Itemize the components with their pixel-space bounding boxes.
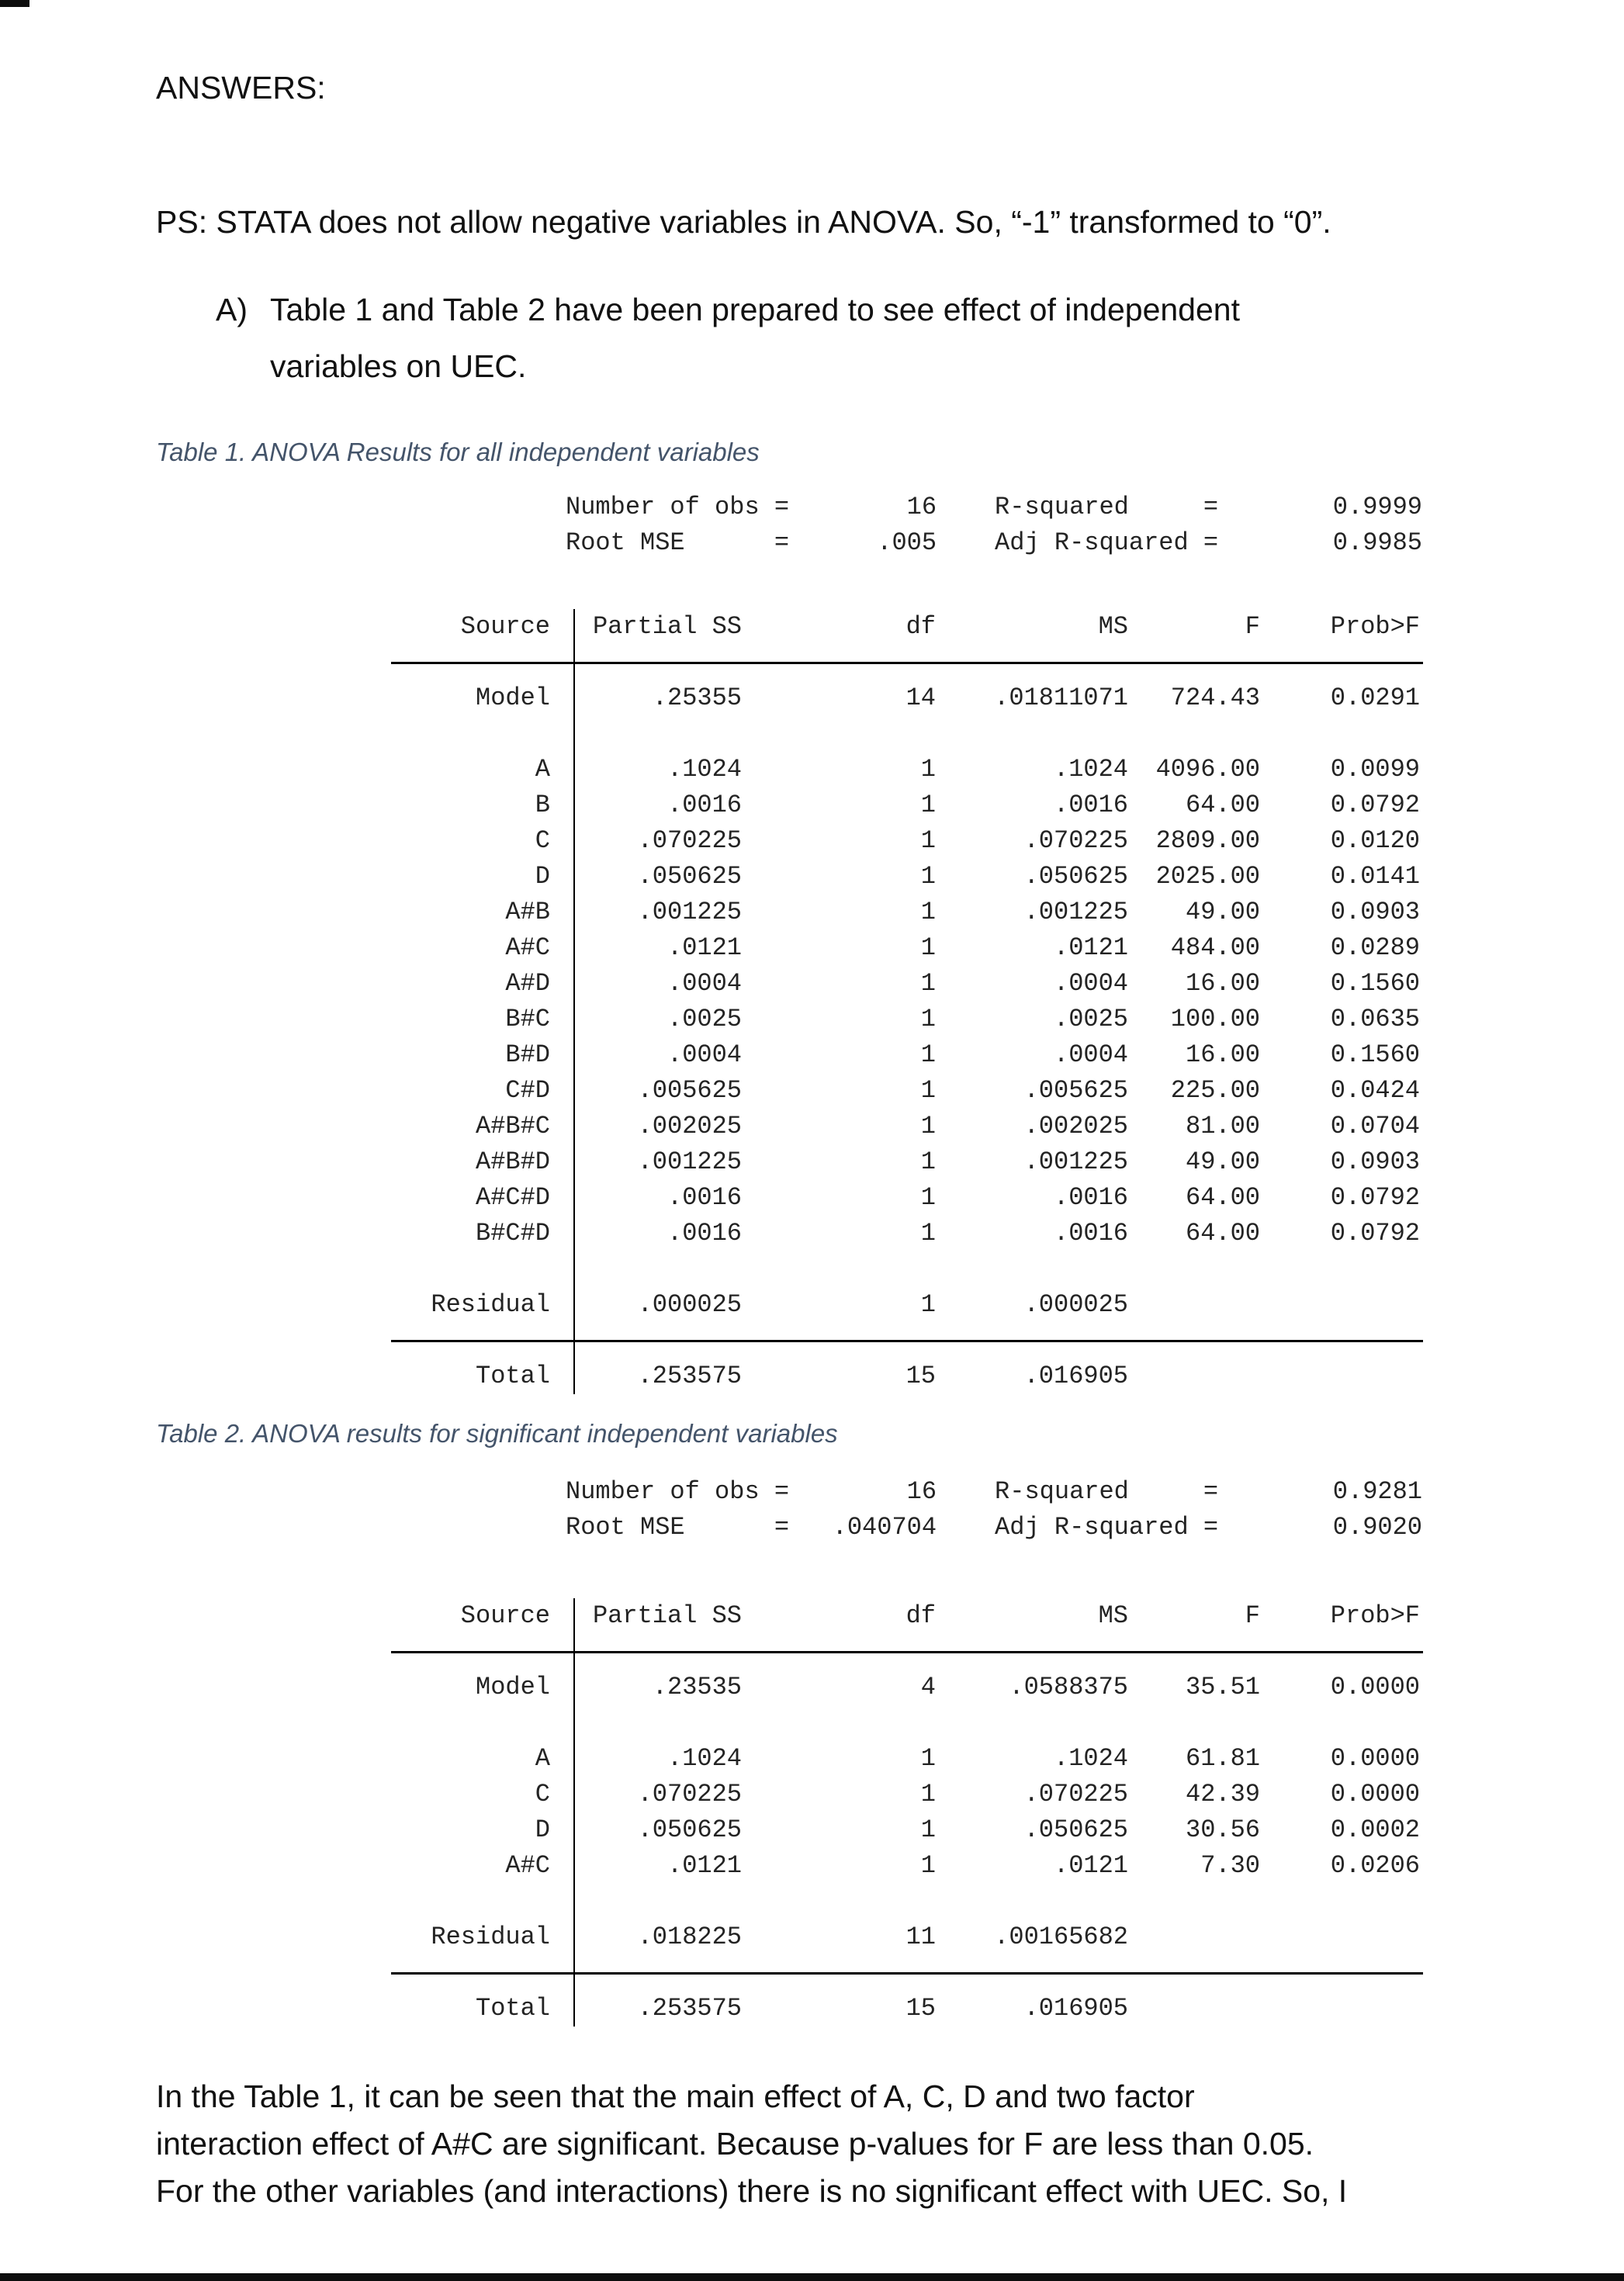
cell-ms: .050625 <box>1023 1815 1128 1844</box>
paragraph-line: Table 1 and Table 2 have been prepared to see effect of independent <box>270 292 1240 327</box>
cell-df: 1 <box>920 933 936 962</box>
adj-rsquared-value: 0.9020 <box>1332 1513 1422 1542</box>
rsquared-label: R-squared = <box>995 1477 1219 1506</box>
cell-ss: .0016 <box>667 1183 742 1212</box>
list-item-a-marker: A) <box>216 292 248 327</box>
stats-gap <box>937 490 995 525</box>
cell-p: 0.0704 <box>1330 1112 1420 1140</box>
table1-stats <box>566 490 1422 561</box>
table-row <box>391 1109 1423 1144</box>
cell-ms: .0016 <box>1053 791 1128 819</box>
cell-ms: .1024 <box>1053 755 1128 784</box>
cell-ss: .050625 <box>637 1815 742 1844</box>
cell-p: 0.0141 <box>1330 862 1420 891</box>
table-row <box>391 787 1423 823</box>
cell-df: 1 <box>920 862 936 891</box>
stats-gap <box>937 1474 995 1510</box>
table-row <box>391 966 1423 1002</box>
cell-f <box>1128 1287 1260 1323</box>
cell-source: A#B#D <box>475 1147 550 1176</box>
answers-heading: ANSWERS: <box>156 70 326 106</box>
col-header-ms: MS <box>1098 1601 1128 1630</box>
cell-df: 1 <box>920 755 936 784</box>
stats-line-obs <box>566 490 1422 525</box>
cell-p: 0.0000 <box>1330 1780 1420 1809</box>
stats-line-rmse <box>566 525 1422 561</box>
cell-df: 4 <box>920 1673 936 1701</box>
cell-ss: .1024 <box>667 1744 742 1773</box>
cell-source: C#D <box>505 1076 550 1105</box>
cell-source: A <box>535 1744 550 1773</box>
cell-f: 16.00 <box>1185 1040 1260 1069</box>
cell-source: A <box>535 755 550 784</box>
cell-f: 7.30 <box>1200 1851 1260 1880</box>
page-edge-artifact <box>0 2273 1624 2281</box>
anova-table-1 <box>391 609 1423 1394</box>
cell-p <box>1260 1991 1420 2027</box>
list-item-a <box>216 282 1240 395</box>
col-header-source: Source <box>460 612 550 641</box>
table-row <box>391 895 1423 930</box>
cell-f <box>1128 1991 1260 2027</box>
cell-f <box>1128 1919 1260 1955</box>
cell-ms: .001225 <box>1023 898 1128 926</box>
table-row <box>391 1777 1423 1812</box>
obs-label: Number of obs = <box>566 1477 790 1506</box>
rsquared-label: R-squared = <box>995 493 1219 521</box>
residual-row <box>391 1919 1423 1955</box>
cell-df: 1 <box>920 1076 936 1105</box>
model-row <box>391 680 1423 716</box>
adj-rsquared-label: Adj R-squared = <box>995 1513 1219 1542</box>
cell-ss: .0121 <box>667 933 742 962</box>
cell-source: Model <box>475 1673 550 1701</box>
table-row <box>391 1073 1423 1109</box>
cell-source: A#C <box>505 1851 550 1880</box>
cell-ss: .002025 <box>637 1112 742 1140</box>
cell-ss: .0004 <box>667 969 742 998</box>
paragraph-line: For the other variables (and interactions) there is no significant effect with UEC. So, I <box>156 2173 1348 2209</box>
cell-ms: .0016 <box>1053 1219 1128 1248</box>
cell-ms: .00165682 <box>994 1923 1128 1951</box>
total-rule <box>391 1323 1423 1359</box>
cell-ss: .001225 <box>637 898 742 926</box>
table-row <box>391 1812 1423 1848</box>
table2-stats <box>566 1474 1422 1545</box>
cell-f: 16.00 <box>1185 969 1260 998</box>
cell-df: 11 <box>905 1923 936 1951</box>
cell-ss: .0025 <box>667 1005 742 1033</box>
cell-df: 1 <box>920 1815 936 1844</box>
cell-ms: .0121 <box>1053 933 1128 962</box>
cell-f: 484.00 <box>1170 933 1260 962</box>
cell-f: 225.00 <box>1170 1076 1260 1105</box>
cell-ss: .0121 <box>667 1851 742 1880</box>
cell-ms: .01811071 <box>994 684 1128 712</box>
cell-df: 1 <box>920 1851 936 1880</box>
cell-ss: .000025 <box>637 1290 742 1319</box>
col-header-df: df <box>905 612 936 641</box>
cell-ss: .253575 <box>637 1994 742 2023</box>
table-row <box>391 1002 1423 1037</box>
cell-p: 0.0291 <box>1330 684 1420 712</box>
cell-df: 1 <box>920 1744 936 1773</box>
closing-paragraph <box>156 2073 1347 2215</box>
cell-df: 1 <box>920 1780 936 1809</box>
cell-ms: .0121 <box>1053 1851 1128 1880</box>
cell-df: 1 <box>920 969 936 998</box>
cell-p: 0.0000 <box>1330 1744 1420 1773</box>
cell-f: 64.00 <box>1185 1183 1260 1212</box>
cell-ss: .001225 <box>637 1147 742 1176</box>
cell-df: 1 <box>920 1005 936 1033</box>
residual-row <box>391 1287 1423 1323</box>
cell-source: A#D <box>505 969 550 998</box>
table-row <box>391 1180 1423 1216</box>
spacer-row <box>391 1251 1423 1287</box>
table-row <box>391 823 1423 859</box>
table-row <box>391 1848 1423 1884</box>
col-header-source: Source <box>460 1601 550 1630</box>
cell-p: 0.1560 <box>1330 969 1420 998</box>
cell-df: 1 <box>920 1290 936 1319</box>
model-row <box>391 1670 1423 1705</box>
cell-p: 0.0792 <box>1330 1183 1420 1212</box>
cell-df: 1 <box>920 1183 936 1212</box>
col-header-f: F <box>1245 1601 1260 1630</box>
cell-ms: .016905 <box>1023 1362 1128 1390</box>
header-rule <box>391 645 1423 680</box>
stats-gap <box>937 525 995 561</box>
table1-caption: Table 1. ANOVA Results for all independent variables <box>156 438 760 466</box>
table2-caption: Table 2. ANOVA results for significant independent variables <box>156 1419 838 1448</box>
adj-rsquared-label: Adj R-squared = <box>995 528 1219 557</box>
cell-source: C <box>535 1780 550 1809</box>
cell-f: 2809.00 <box>1155 826 1260 855</box>
cell-df: 14 <box>905 684 936 712</box>
anova-table-2 <box>391 1598 1423 2027</box>
cell-ms: .0016 <box>1053 1183 1128 1212</box>
cell-source: B <box>535 791 550 819</box>
table1-body <box>391 752 1423 1251</box>
cell-source: D <box>535 1815 550 1844</box>
cell-ms: .0588375 <box>1009 1673 1128 1701</box>
col-header-prob-f: Prob>F <box>1330 1601 1420 1630</box>
total-rule <box>391 1955 1423 1991</box>
stats-line-rmse <box>566 1510 1422 1545</box>
cell-source: A#B <box>505 898 550 926</box>
paragraph-line: variables on UEC. <box>270 348 527 384</box>
cell-p: 0.0424 <box>1330 1076 1420 1105</box>
cell-ss: .070225 <box>637 1780 742 1809</box>
cell-ss: .253575 <box>637 1362 742 1390</box>
cell-source: A#B#C <box>475 1112 550 1140</box>
table-vertical-rule <box>573 609 575 1394</box>
ps-note: PS: STATA does not allow negative variables in ANOVA. So, “-1” transformed to “0”. <box>156 204 1331 240</box>
cell-f: 100.00 <box>1170 1005 1260 1033</box>
table-header-row <box>391 609 1423 645</box>
paragraph-line: interaction effect of A#C are significant. Because p-values for F are less than 0.05. <box>156 2126 1314 2162</box>
paragraph-line: In the Table 1, it can be seen that the main effect of A, C, D and two factor <box>156 2079 1195 2114</box>
cell-f: 49.00 <box>1185 1147 1260 1176</box>
cell-source: B#C <box>505 1005 550 1033</box>
cell-df: 1 <box>920 1112 936 1140</box>
cell-ss: .050625 <box>637 862 742 891</box>
cell-p: 0.0289 <box>1330 933 1420 962</box>
cell-source: A#C#D <box>475 1183 550 1212</box>
cell-ms: .070225 <box>1023 826 1128 855</box>
cell-source: Model <box>475 684 550 712</box>
cell-p: 0.0792 <box>1330 791 1420 819</box>
cell-p: 0.0792 <box>1330 1219 1420 1248</box>
cell-source: B#D <box>505 1040 550 1069</box>
cell-df: 15 <box>905 1994 936 2023</box>
cell-ms: .0025 <box>1053 1005 1128 1033</box>
cell-ms: .016905 <box>1023 1994 1128 2023</box>
cell-p: 0.0099 <box>1330 755 1420 784</box>
cell-p: 0.0002 <box>1330 1815 1420 1844</box>
cell-source: B#C#D <box>475 1219 550 1248</box>
table-row <box>391 1144 1423 1180</box>
cell-f: 724.43 <box>1170 684 1260 712</box>
cell-p: 0.0903 <box>1330 1147 1420 1176</box>
page-edge-artifact <box>0 0 29 7</box>
cell-ms: .050625 <box>1023 862 1128 891</box>
cell-p <box>1260 1287 1420 1323</box>
cell-ms: .000025 <box>1023 1290 1128 1319</box>
cell-p: 0.0635 <box>1330 1005 1420 1033</box>
cell-df: 1 <box>920 898 936 926</box>
cell-p: 0.0903 <box>1330 898 1420 926</box>
cell-f: 61.81 <box>1185 1744 1260 1773</box>
cell-f: 4096.00 <box>1155 755 1260 784</box>
cell-p: 0.0206 <box>1330 1851 1420 1880</box>
total-row <box>391 1991 1423 2027</box>
cell-df: 1 <box>920 1147 936 1176</box>
cell-ms: .0004 <box>1053 969 1128 998</box>
spacer-row <box>391 1705 1423 1741</box>
table-header-row <box>391 1598 1423 1634</box>
cell-source: Total <box>475 1362 550 1390</box>
cell-ss: .0016 <box>667 791 742 819</box>
table-row <box>391 930 1423 966</box>
cell-f: 35.51 <box>1185 1673 1260 1701</box>
rmse-value: .040704 <box>832 1513 937 1542</box>
cell-p: 0.0000 <box>1330 1673 1420 1701</box>
cell-source: Residual <box>431 1290 550 1319</box>
cell-source: D <box>535 862 550 891</box>
col-header-partial-ss: Partial SS <box>592 612 742 641</box>
col-header-df: df <box>905 1601 936 1630</box>
cell-ms: .1024 <box>1053 1744 1128 1773</box>
rsquared-value: 0.9281 <box>1332 1477 1422 1506</box>
cell-ss: .070225 <box>637 826 742 855</box>
stats-gap <box>937 1510 995 1545</box>
table-row <box>391 1741 1423 1777</box>
spacer-row <box>391 1884 1423 1919</box>
cell-ss: .018225 <box>637 1923 742 1951</box>
cell-ms: .001225 <box>1023 1147 1128 1176</box>
cell-f <box>1128 1359 1260 1394</box>
list-item-a-text <box>270 282 1240 395</box>
rsquared-value: 0.9999 <box>1332 493 1422 521</box>
rmse-label: Root MSE = <box>566 528 790 557</box>
cell-f: 30.56 <box>1185 1815 1260 1844</box>
cell-p: 0.1560 <box>1330 1040 1420 1069</box>
col-header-ms: MS <box>1098 612 1128 641</box>
col-header-partial-ss: Partial SS <box>592 1601 742 1630</box>
cell-source: C <box>535 826 550 855</box>
col-header-f: F <box>1245 612 1260 641</box>
table-row <box>391 1037 1423 1073</box>
total-row <box>391 1359 1423 1394</box>
cell-ss: .25355 <box>652 684 742 712</box>
rmse-value: .005 <box>877 528 937 557</box>
table-row <box>391 1216 1423 1251</box>
cell-f: 81.00 <box>1185 1112 1260 1140</box>
obs-value: 16 <box>906 493 937 521</box>
cell-ss: .0004 <box>667 1040 742 1069</box>
cell-source: Residual <box>431 1923 550 1951</box>
stats-line-obs <box>566 1474 1422 1510</box>
cell-f: 49.00 <box>1185 898 1260 926</box>
cell-p: 0.0120 <box>1330 826 1420 855</box>
col-header-prob-f: Prob>F <box>1330 612 1420 641</box>
cell-df: 1 <box>920 791 936 819</box>
cell-f: 64.00 <box>1185 1219 1260 1248</box>
cell-ss: .23535 <box>652 1673 742 1701</box>
cell-p <box>1260 1359 1420 1394</box>
obs-value: 16 <box>906 1477 937 1506</box>
cell-f: 64.00 <box>1185 791 1260 819</box>
header-rule <box>391 1634 1423 1670</box>
adj-rsquared-value: 0.9985 <box>1332 528 1422 557</box>
table-row <box>391 859 1423 895</box>
spacer-row <box>391 716 1423 752</box>
cell-ss: .1024 <box>667 755 742 784</box>
cell-df: 15 <box>905 1362 936 1390</box>
rmse-label: Root MSE = <box>566 1513 790 1542</box>
cell-p <box>1260 1919 1420 1955</box>
cell-source: Total <box>475 1994 550 2023</box>
cell-df: 1 <box>920 1040 936 1069</box>
cell-source: A#C <box>505 933 550 962</box>
cell-f: 2025.00 <box>1155 862 1260 891</box>
table2-body <box>391 1741 1423 1884</box>
obs-label: Number of obs = <box>566 493 790 521</box>
cell-df: 1 <box>920 826 936 855</box>
cell-ss: .0016 <box>667 1219 742 1248</box>
table-vertical-rule <box>573 1598 575 2027</box>
table-row <box>391 752 1423 787</box>
cell-f: 42.39 <box>1185 1780 1260 1809</box>
cell-ms: .005625 <box>1023 1076 1128 1105</box>
cell-ms: .002025 <box>1023 1112 1128 1140</box>
cell-df: 1 <box>920 1219 936 1248</box>
cell-ss: .005625 <box>637 1076 742 1105</box>
cell-ms: .0004 <box>1053 1040 1128 1069</box>
cell-ms: .070225 <box>1023 1780 1128 1809</box>
